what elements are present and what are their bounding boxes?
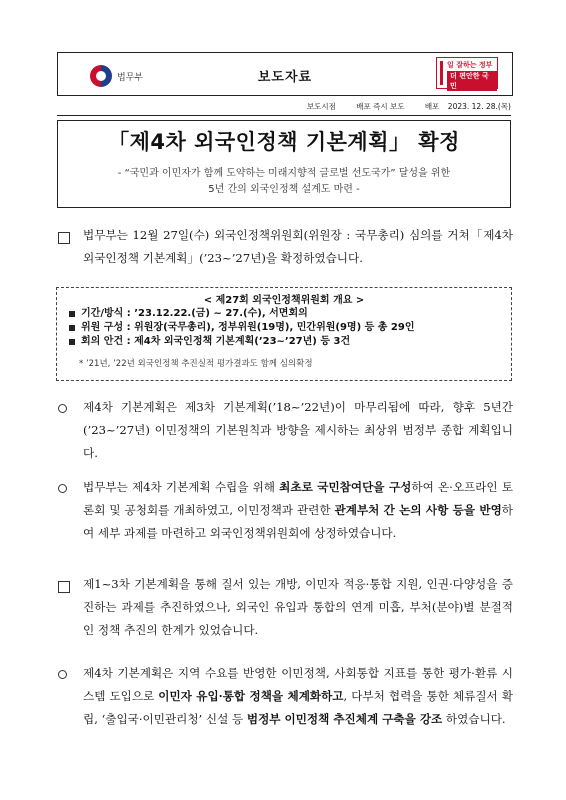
meeting-summary-title: < 제27회 외국인정책위원회 개요 >: [203, 295, 365, 306]
doc-type-title: 보도자료: [257, 70, 313, 85]
paragraph-4: 제1~3차 기본계획을 통해 질서 있는 개방, 이민자 적응·통합 지원, 인권·다양성을 증진하는 과제를 추진하였으나, 외국인 유입과 통합의 연계 미흡, 부처(분야)별 분절적인 정책 추진의 한계가 있었습니다.: [83, 577, 513, 637]
headline: 「제4차 외국인정책 기본계획」 확정: [108, 130, 460, 154]
release-time-label: 보도시점: [306, 102, 336, 111]
circle-bullet: [58, 484, 67, 493]
government-slogan-logo: 일 잘하는 정부 더 편안한 국민: [436, 57, 498, 89]
paragraph-3: 법무부는 제4차 기본계획 수립을 위해 최초로 국민참여단을 구성하여 온·오프라인 토론회 및 공청회를 개최하였고, 이민정책과 관련한 관계부처 간 논의 사항 등을 반영하여 세부 과제를 마련하고 외국인정책위원회에 상정하였습니다.: [83, 480, 513, 540]
circle-bullet: [58, 404, 67, 413]
release-time-value: 배포 즉시 보도: [356, 102, 405, 111]
square-bullet: [58, 581, 70, 593]
release-date-value: 2023. 12. 28.(목): [447, 102, 511, 111]
paragraph-5: 제4차 기본계획은 지역 수요를 반영한 이민정책, 사회통합 지표를 통한 평가·환류 시스템 도입으로 이민자 유입·통합 정책을 체계화하고, 다부처 협력을 통한 체류질서 확립, ‘출입국·이민관리청’ 신설 등 범정부 이민정책 추진체계 구축을 강조 하였습니다.: [83, 666, 513, 726]
subheadline: - “국민과 이민자가 함께 도약하는 미래지향적 글로벌 선도국가” 달성을 위한 5년 간의 외국인정책 설계도 마련 -: [117, 168, 451, 195]
release-date-label: 배포: [424, 102, 440, 111]
meeting-items: [69, 307, 415, 349]
circle-bullet: [58, 670, 67, 679]
release-info: [57, 101, 511, 116]
paragraph-1: 법무부는 12월 27일(수) 외국인정책위원회(위원장 : 국무총리) 심의를 거쳐「제4차 외국인정책 기본계획」(’23~’27년)을 확정하였습니다.: [83, 228, 513, 265]
meeting-item: 회의 안건 : 제4차 외국인정책 기본계획(’23~’27년) 등 3건: [69, 335, 415, 349]
headline-box: [57, 120, 511, 208]
press-header: [57, 52, 513, 96]
meeting-summary-box: [56, 287, 512, 381]
meeting-item: 기간/방식 : ’23.12.22.(금) ~ 27.(수), 서면회의: [69, 307, 415, 321]
meeting-item: 위원 구성 : 위원장(국무총리), 정부위원(19명), 민간위원(9명) 등 총 29인: [69, 321, 415, 335]
meeting-note: * ’21년, ’22년 외국인정책 추진실적 평가결과도 함께 심의확정: [79, 359, 313, 369]
paragraph-2: 제4차 기본계획은 제3차 기본계획(’18~’22년)이 마무리됨에 따라, 향후 5년간(’23~’27년) 이민정책의 기본원칙과 방향을 제시하는 최상위 범정부 종합 계획입니다.: [83, 400, 513, 460]
ministry-name: 법무부: [117, 72, 144, 83]
square-bullet: [58, 232, 70, 244]
